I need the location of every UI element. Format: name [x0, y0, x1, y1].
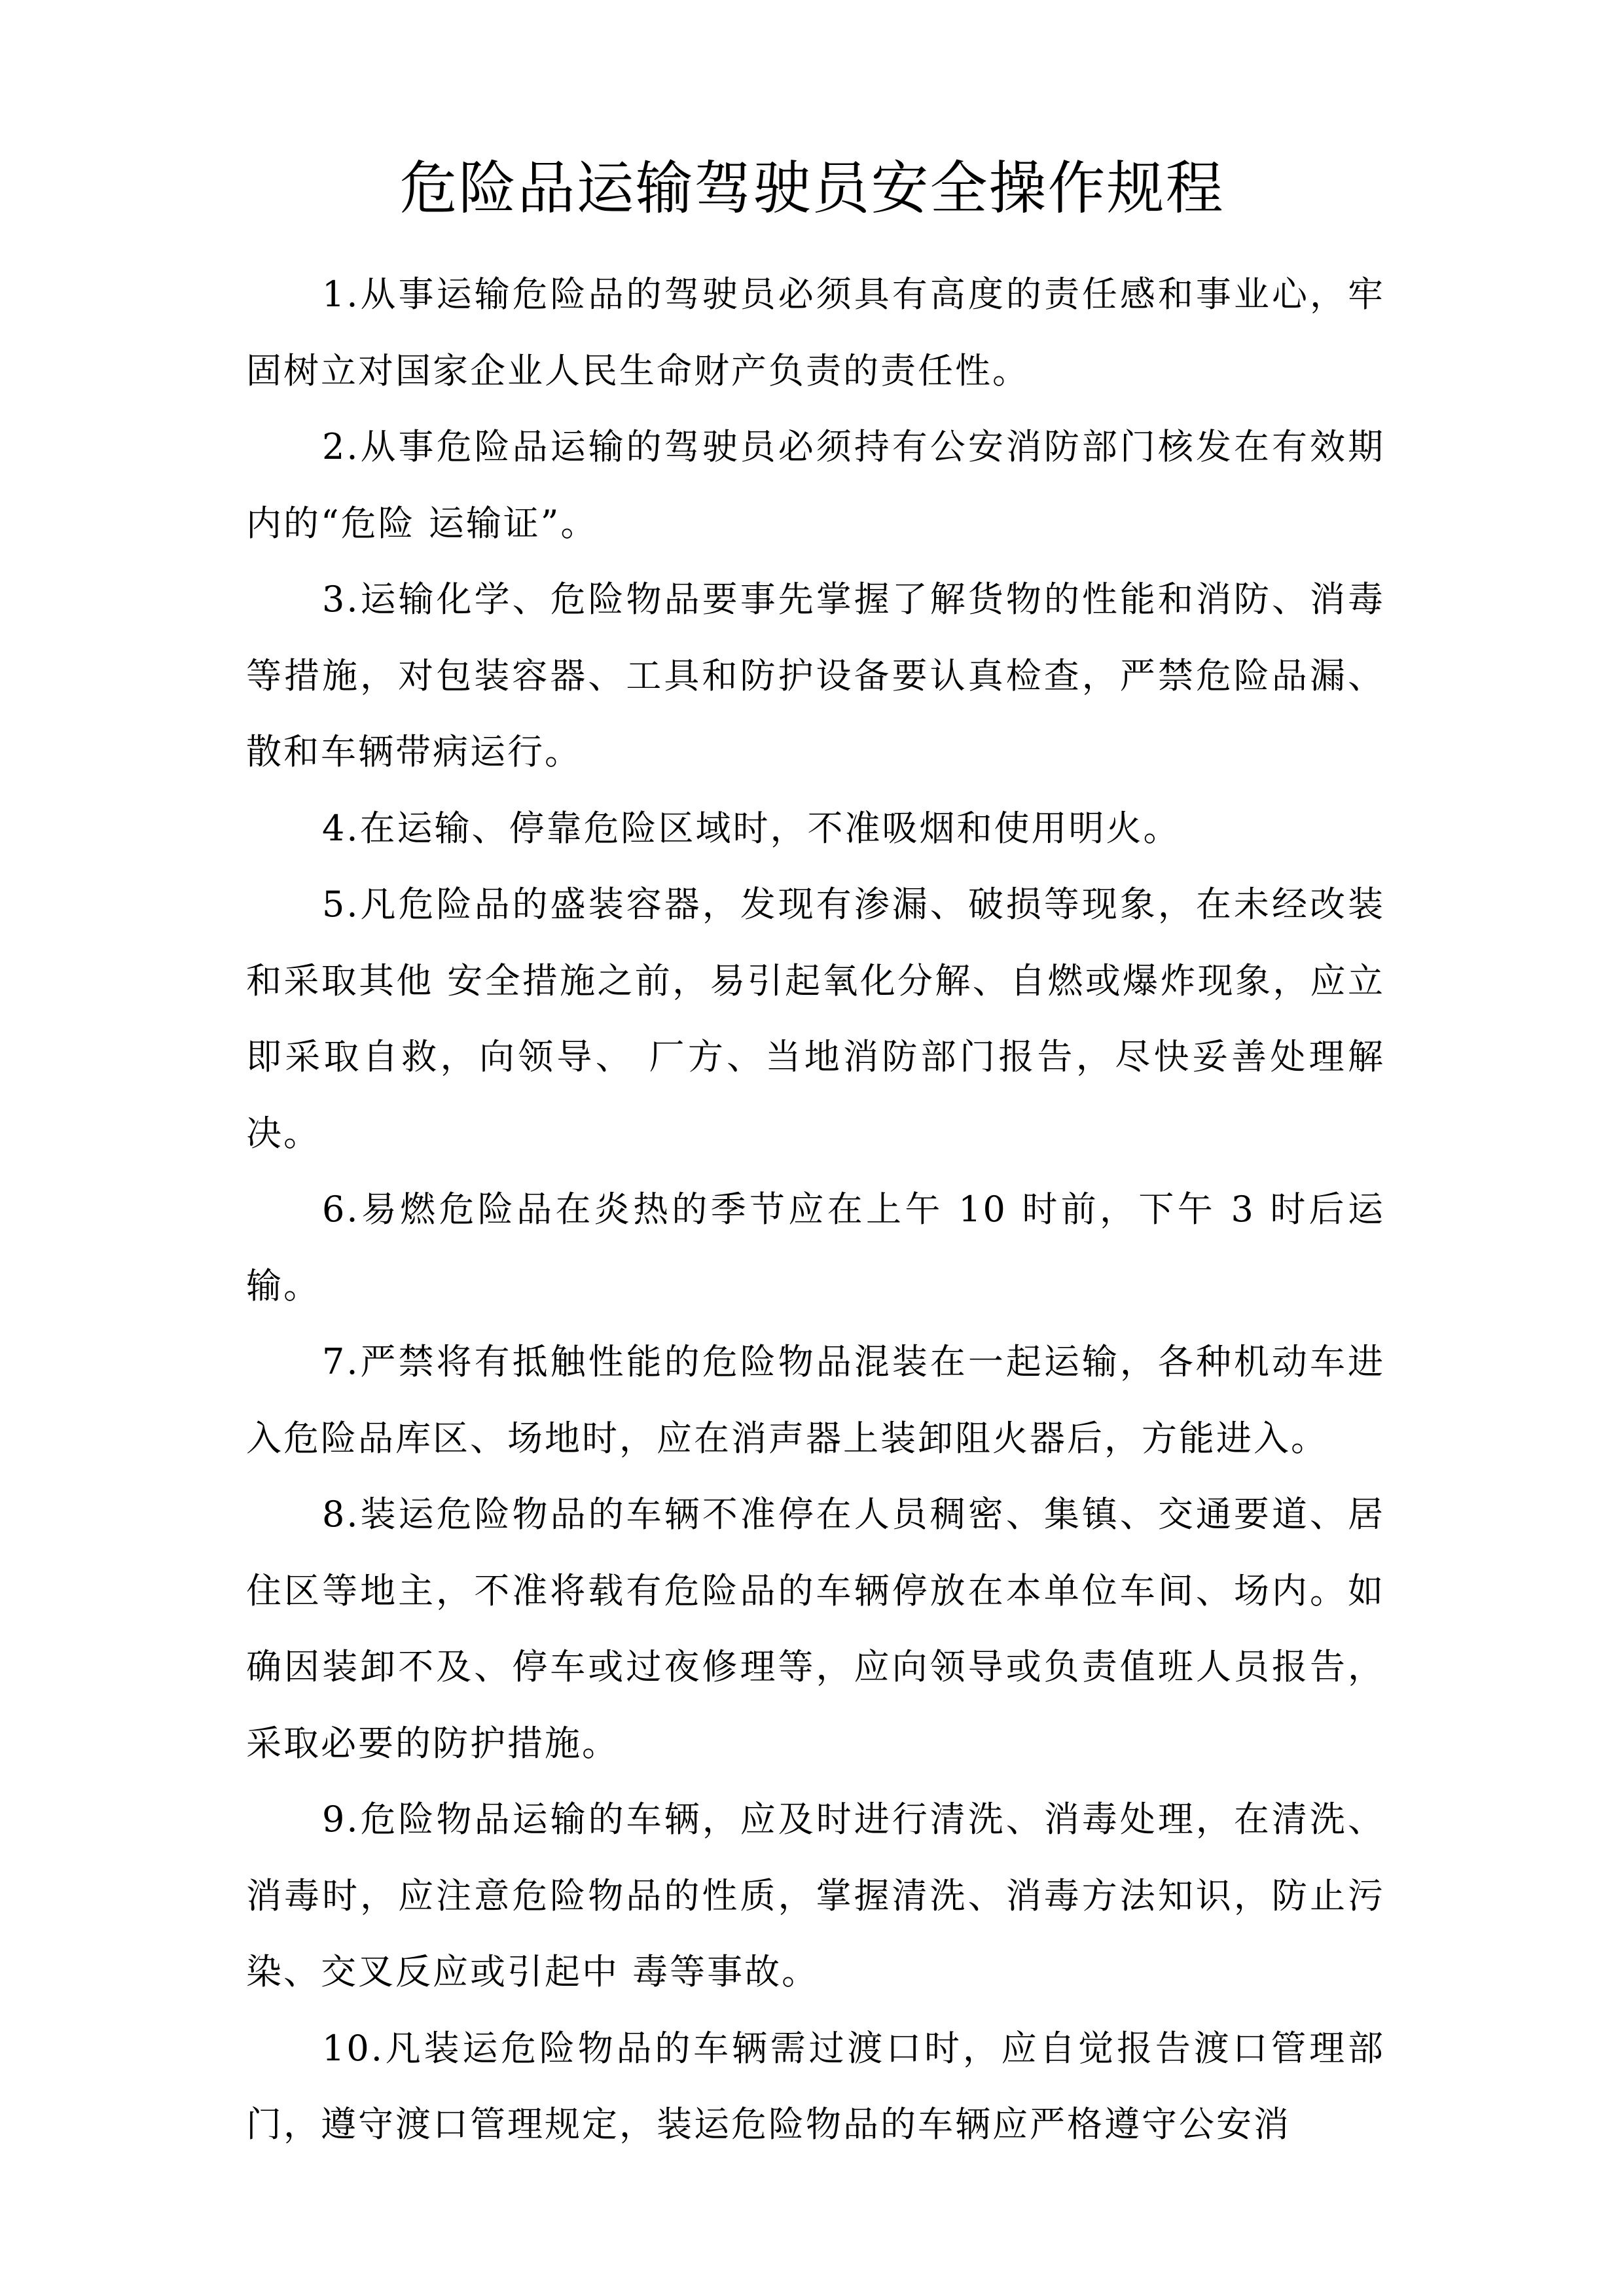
- page-title: 危险品运输驾驶员安全操作规程: [399, 154, 1225, 222]
- paragraph-6: 6.易燃危险品在炎热的季节应在上午 10 时前，下午 3 时后运输。: [246, 1189, 1385, 1306]
- paragraph-4: 4.在运输、停靠危险区域时，不准吸烟和使用明火。: [322, 807, 1181, 849]
- paragraph-9: 9.危险物品运输的车辆，应及时进行清洗、消毒处理，在清洗、消毒时，应注意危险物品的性质，掌握清洗、消毒方法知识，防止污染、交叉反应或引起中 毒等事故。: [246, 1799, 1385, 1992]
- paragraph-1: 1.从事运输危险品的驾驶员必须具有高度的责任感和事业心，牢固树立对国家企业人民生命财产负责的责任性。: [246, 274, 1385, 391]
- document-body: [246, 257, 1385, 2163]
- paragraph-8: 8.装运危险物品的车辆不准停在人员稠密、集镇、交通要道、居住区等地主，不准将载有危险品的车辆停放在本单位车间、场内。如确因装卸不及、停车或过夜修理等，应向领导或负责值班人员报告，采取必要的防护措施。: [246, 1494, 1385, 1764]
- paragraph-2: 2.从事危险品运输的驾驶员必须持有公安消防部门核发在有效期内的“危险 运输证”。: [246, 426, 1385, 544]
- paragraph-10: 10.凡装运危险物品的车辆需过渡口时，应自觉报告渡口管理部门，遵守渡口管理规定，装运危险物品的车辆应严格遵守公安消: [246, 2027, 1385, 2145]
- paragraph-3: 3.运输化学、危险物品要事先掌握了解货物的性能和消防、消毒等措施，对包装容器、工具和防护设备要认真检查，严禁危险品漏、散和车辆带病运行。: [246, 579, 1385, 772]
- paragraph-7: 7.严禁将有抵触性能的危险物品混装在一起运输，各种机动车进入危险品库区、场地时，应在消声器上装卸阻火器后，方能进入。: [246, 1341, 1385, 1459]
- paragraph-5: 5.凡危险品的盛装容器，发现有渗漏、破损等现象，在未经改装和采取其他 安全措施之前，易引起氧化分解、自燃或爆炸现象，应立即采取自救，向领导、 厂方、当地消防部门报告，尽快妥善处理解决。: [246, 884, 1385, 1154]
